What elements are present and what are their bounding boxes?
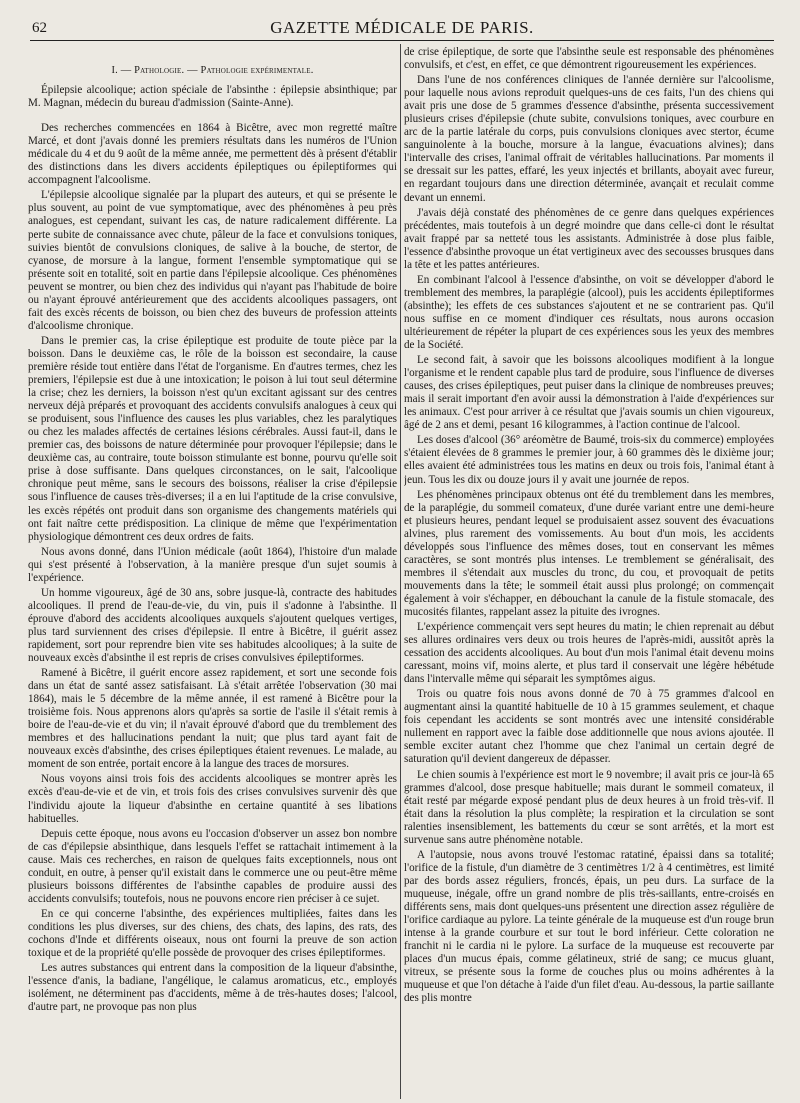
- paragraph: Le chien soumis à l'expérience est mort le 9 novembre; il avait pris ce jour-là 65 grammes d'alcool, dose presque habituelle; mais durant le sommeil comateux, il était resté par mégarde exposé pendant plus de deux heures à un froid très-vif. Il était dans la résolution la plus complète; la respiration et la circulation se sont ralenties insensiblement, les battements du cœur se sont arrêtés, et la mort est survenue sans autre phénomène notable.: [404, 768, 774, 846]
- paragraph: L'expérience commençait vers sept heures du matin; le chien reprenait au début ses allures ordinaires vers deux ou trois heures de l'après-midi, aussitôt après la cessation des accidents alcooliques. Au bout d'un mois l'animal était devenu moins caressant, moins vif, moins alerte, et plus tard il conservait une légère hébétude dans l'intervalle même qui séparait les symptômes aigus.: [404, 621, 774, 686]
- paragraph: L'épilepsie alcoolique signalée par la plupart des auteurs, et qui se présente le plus souvent, au point de vue symptomatique, avec des phénomènes à peu près analogues, est cependant, suivant les cas, de nature radicalement différente. La perte subite de connaissance avec chute, pâleur de la face et convulsions toniques, suivies bientôt de convulsions cloniques, de salive à la bouche, de stertor, de cyanose, de morsure à la langue, forment l'ensemble symptomatique qui se présente soit en totalité, soit en partie dans l'épilepsie alcoolique. Ces phénomènes peuvent se montrer, ou bien chez des individus qui n'ayant pas l'habitude de boire ou n'ayant éprouvé antérieurement que des accidents alcooliques passagers, ont fait des excès récents de boisson, ou bien chez des buveurs de profession atteints d'alcoolisme chronique.: [28, 189, 397, 332]
- page-number: 62: [32, 20, 47, 36]
- paragraph: Les doses d'alcool (36° aréomètre de Baumé, trois-six du commerce) employées s'étaient élevées de 8 grammes le premier jour, à 60 grammes dès le dixième jour; elles avaient été administrées tous les matins en deux ou trois fois, l'animal étant à jeun. Tous les dix ou douze jours il y avait une journée de repos.: [404, 434, 774, 486]
- paragraph: Depuis cette époque, nous avons eu l'occasion d'observer un assez bon nombre de cas d'épilepsie absinthique, dans lesquels l'effet se rattachait intimement à la cause. Mais ces recherches, en raison de quelques faits exceptionnels, nous ont conduit, en outre, à penser qu'il existait dans le commerce une ou peut-être même plusieurs boissons différentes de l'absinthe capables de produire aussi des accidents convulsifs; toutefois, nous ne pouvons encore rien préciser à ce sujet.: [28, 827, 397, 905]
- right-column: [404, 46, 774, 1096]
- left-column: [28, 46, 397, 1096]
- running-header: [30, 14, 774, 41]
- paragraph: En ce qui concerne l'absinthe, des expériences multipliées, faites dans les conditions les plus diverses, sur des chiens, des chats, des lapins, des rats, des cochons d'Inde et différents oiseaux, nous ont fourni la preuve de son action toxique et de la propriété qu'elle possède de provoquer des crises épileptiformes.: [28, 907, 397, 960]
- article-intro: Épilepsie alcoolique; action spéciale de l'absinthe : épilepsie absinthique; par M. Magnan, médecin du bureau d'admission (Sainte-Anne).: [28, 84, 397, 110]
- paragraph: Le second fait, à savoir que les boissons alcooliques modifient à la longue l'organisme et le rendent capable plus tard de produire, sous l'influence de diverses causes, des crises épileptiques, peut puiser dans la clinique de nombreuses preuves; mais il serait important d'en avoir aussi la démonstration à l'aide d'expériences sur les animaux. C'est pour arriver à ce résultat que j'avais soumis un chien vigoureux, âgé de 2 ans et demi, pesant 16 kilogrammes, à l'action continue de l'alcool.: [404, 354, 774, 432]
- journal-title: GAZETTE MÉDICALE DE PARIS.: [270, 18, 534, 37]
- paragraph: En combinant l'alcool à l'essence d'absinthe, on voit se développer d'abord le tremblement des membres, la paraplégie (alcool), puis les accidents épileptiformes (absinthe); les effets de ces substances s'ajoutent et ne se contrarient pas. Qu'il nous suffise en ce moment d'indiquer ces résultats, nous aurons occasion ultérieurement de répéter la plupart de ces expériences sous les yeux des membres de la Société.: [404, 273, 774, 352]
- paragraph: Nous voyons ainsi trois fois des accidents alcooliques se montrer après les excès d'eau-de-vie et de vin, et trois fois des crises convulsives survenir dès que l'individu ajoute la liqueur d'absinthe en certaine quantité à ses libations habituelles.: [28, 773, 397, 825]
- continued-paragraph: de crise épileptique, de sorte que l'absinthe seule est responsable des phénomènes convulsifs, et c'est, en effet, ce que démontrent rigoureusement les expériences.: [404, 46, 774, 72]
- paragraph: Des recherches commencées en 1864 à Bicêtre, avec mon regretté maître Marcé, et dont j'avais donné les premiers résultats dans les numéros de l'Union médicale du 4 et du 9 août de la même année, me permettent dès à présent d'établir des distinctions dans les divers accidents épileptiques ou épileptiformes qui accompagnent l'alcoolisme.: [28, 122, 397, 187]
- paragraph: Les autres substances qui entrent dans la composition de la liqueur d'absinthe, l'essence d'anis, la badiane, l'angélique, le calamus aromaticus, etc., employés isolément, ne déterminent pas d'accidents, même à de très-hautes doses; l'alcool, d'autre part, ne provoque pas non plus: [28, 962, 397, 1014]
- paragraph: J'avais déjà constaté des phénomènes de ce genre dans quelques expériences précédentes, mais toutefois à un degré moindre que dans celle-ci dont le résultat avait frappé par sa netteté tous les assistants. Administrée à dose plus faible, l'essence d'absinthe provoque un état vertigineux avec des secousses brusques dans la tête et les pattes antérieures.: [404, 206, 774, 271]
- paragraph: A l'autopsie, nous avons trouvé l'estomac ratatiné, épaissi dans sa totalité; l'orifice de la fistule, d'un diamètre de 3 centimètres 1/2 à 4 centimètres, est limité par des bords assez réguliers, froncés, épais, un peu durs. La surface de la muqueuse, inégale, offre un grand nombre de plis très-saillants, entre-croisés en différents sens, mais dont quelques-uns présentent une direction assez régulière de l'orifice cardiaque au pylore. La teinte générale de la muqueuse est d'un rouge brun intense à la grande courbure et sur tout le bord inférieur. Cette coloration ne franchit ni le cardia ni le pylore. La surface de la muqueuse est recouverte par places d'un mucus épais, comme gélatineux, strié de sang; ce mucus gluant, vitreux, se présente sous la forme de couches plus ou moins adhérentes à la muqueuse et que l'on détache à l'aide d'un filet d'eau. Au-dessous, la partie saillante des plis montre: [404, 848, 774, 1005]
- paragraph: Dans l'une de nos conférences cliniques de l'année dernière sur l'alcoolisme, pour laquelle nous avions reproduit quelques-uns de ces faits, l'un des chiens qui avait pris une dose de 5 grammes d'essence d'absinthe, présenta successivement plusieurs crises d'épilepsie (chute subite, convulsions toniques, avec courbure en arc de la partie latérale du corps, puis convulsions cloniques avec stertor, écume sanguinolente à la bouche, morsure à la langue, évacuations alvines); dans l'intervalle des crises, l'animal offrait de véritables hallucinations. Par moments il se dressait sur les pattes, effaré, les yeux injectés et brillants, aboyait avec fureur, en regardant toujours dans une direction déterminée, avançait et reculait comme devant un ennemi.: [404, 74, 774, 204]
- paragraph: Ramené à Bicêtre, il guérit encore assez rapidement, et sort une seconde fois dans un état de santé assez satisfaisant. Là s'était arrêtée l'observation (30 mai 1864), mais le 5 décembre de la même année, il est ramené à Bicêtre pour la troisième fois. Nous apprenons alors qu'après sa sortie de l'asile il s'était remis à boire de l'eau-de-vie et du vin; il n'avait éprouvé d'abord que du tremblement des membres et des hallucinations pendant la nuit; que plus tard ayant fait de nouveaux excès d'absinthe, des crises épileptiques étaient revenues. Le malade, au moment de son entrée, portait encore à la langue des traces de morsures.: [28, 667, 397, 771]
- paragraph: Les phénomènes principaux obtenus ont été du tremblement dans les membres, de la paraplégie, du sommeil comateux, d'une durée variant entre une demi-heure et plusieurs heures, pendant lequel se produisaient assez souvent des évacuations alvines, plus rarement des vomissements. Au bout d'un mois, les accidents développés sous l'influence des mêmes doses, tout en conservant les mêmes caractères, se sont montrés plus intenses. Le tremblement se généralisait, des membres il s'étendait aux muscles du tronc, du cou, et provoquait de petits mouvements dans la tête; le sommeil était aussi plus prolongé; on commençait également à voir s'échapper, en débouchant la canule de la fistule stomacale, des mucosités filantes, rappelant assez la pituite des ivrognes.: [404, 488, 774, 618]
- section-title: I. — Pathologie. — Pathologie expérimentale.: [111, 65, 314, 76]
- paragraph: Dans le premier cas, la crise épileptique est produite de toute pièce par la boisson. Dans le deuxième cas, le rôle de la boisson est secondaire, la cause première réside tout entière dans l'état de l'organisme. En d'autres termes, chez les premiers, l'épilepsie est due à une intoxication; le poison à lui tout seul détermine la crise; chez les derniers, la boisson n'est qu'un excitant agissant sur des centres nerveux déjà préparés et provoquant des accidents convulsifs analogues à ceux qui se produisent, sous l'influence des causes les plus variables, chez les paralytiques ou chez les malades affectés de certaines lésions cérébrales. Aussi faut-il, dans le premier cas, des boissons de nature déterminée pour provoquer l'épilepsie; dans le deuxième cas, au contraire, toute boisson stimulante est bonne, pourvu qu'elle soit prise à dose suffisante. Dans quelques circonstances, on le sait, l'alcoolique chronique peut même, sans le secours des boissons, réaliser la crise d'épilepsie sous l'influence de causes très-diverses; il a en lui l'aptitude de la crise convulsive, les excès répétés ont produit dans son organisme des changements matériels qui ont fait naître cette prédisposition. La clinique de même que l'expérimentation physiologique démontrent ces deux ordres de faits.: [28, 334, 397, 543]
- column-divider: [400, 44, 401, 1099]
- paragraph: Nous avons donné, dans l'Union médicale (août 1864), l'histoire d'un malade qui s'est présenté à l'observation, à la manière presque d'un sujet soumis à l'expérience.: [28, 545, 397, 584]
- paragraph: Un homme vigoureux, âgé de 30 ans, sobre jusque-là, contracte des habitudes alcooliques. Il prend de l'eau-de-vie, du vin, puis il s'adonne à l'absinthe. Il éprouve d'abord des accidents alcooliques auxquels s'ajoutent quelques vertiges, plus tard surviennent des crises d'épilepsie. Il entre à Bicêtre, il guérit assez rapidement, sort pour reprendre bien vite ses habitudes alcooliques; à la suite de nouveaux excès d'absinthe il est repris de crises convulsives épileptiformes.: [28, 586, 397, 665]
- paragraph: Trois ou quatre fois nous avons donné de 70 à 75 grammes d'alcool en augmentant ainsi la quantité habituelle de 10 à 15 grammes seulement, et chaque fois cependant les accidents se sont montrés avec une intensité considérable nullement en rapport avec la faible dose additionnelle que nous avions ajoutée. Il semble exciter autant chez l'homme que chez l'animal un certain degré de saturation qu'il devient dangereux de dépasser.: [404, 688, 774, 766]
